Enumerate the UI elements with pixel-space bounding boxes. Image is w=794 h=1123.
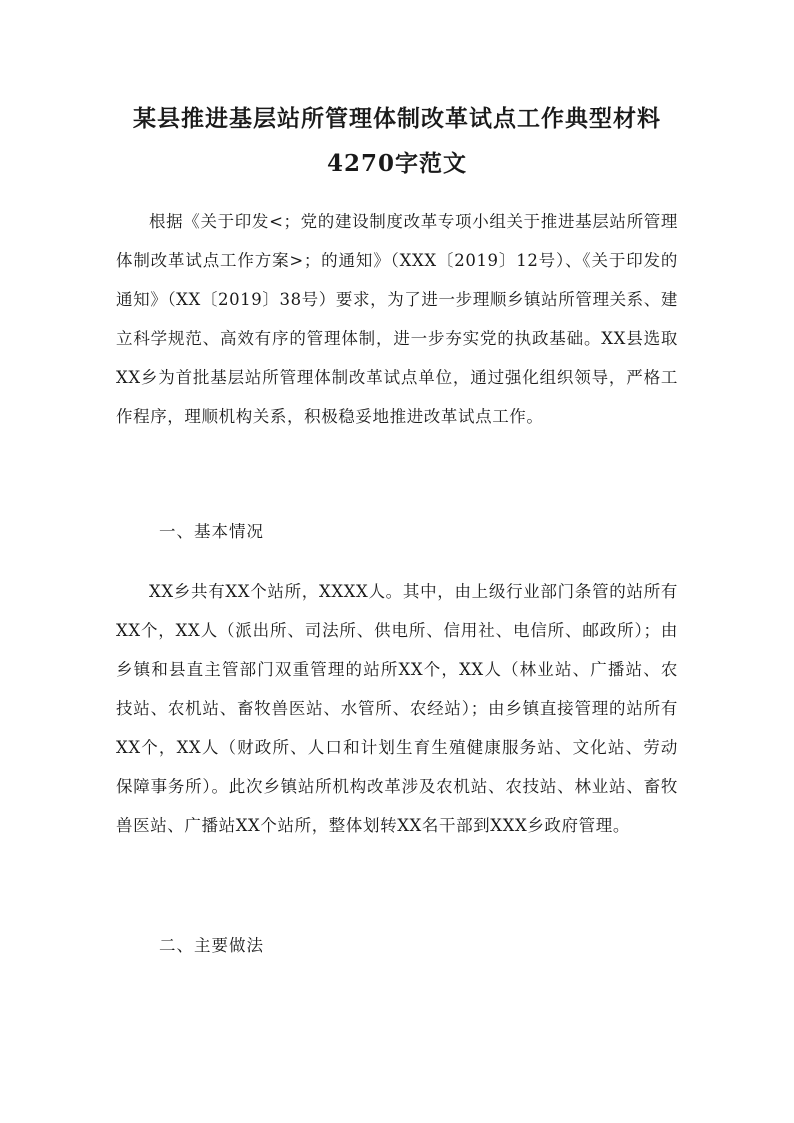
document-title-line-2: 4270字范文 <box>326 150 467 177</box>
document-title-line-1: 某县推进基层站所管理体制改革试点工作典型材料 <box>133 105 661 132</box>
section-heading-basic-situation: 一、基本情况 <box>159 522 264 541</box>
paragraph-intro <box>116 202 678 436</box>
section-heading-main-practices: 二、主要做法 <box>159 936 264 955</box>
paragraph-text: XX乡共有XX个站所，XXXX人。其中，由上级行业部门条管的站所有XX个，XX人（派出所、司法所、供电所、信用社、电信所、邮政所）；由乡镇和县直主管部门双重管理的站所XX个，XX人（林业站、广播站、农技站、农机站、畜牧兽医站、水管所、农经站）；由乡镇直接管理的站所有XX个，XX人（财政所、人口和计划生育生殖健康服务站、文化站、劳动保障事务所）。此次乡镇站所机构改革涉及农机站、农技站、林业站、畜牧兽医站、广播站XX个站所，整体划转XX名干部到XXX乡政府管理。 <box>116 582 678 835</box>
paragraph-text: 根据《关于印发<；党的建设制度改革专项小组关于推进基层站所管理体制改革试点工作方案>；的通知》（XXX〔2019〕12号）、《关于印发的通知》（XX〔2019〕38号）要求，为了进一步理顺乡镇站所管理关系、建立科学规范、高效有序的管理体制，进一步夯实党的执政基础。XX县选取XX乡为首批基层站所管理体制改革试点单位，通过强化组织领导，严格工作程序，理顺机构关系，积极稳妥地推进改革试点工作。 <box>116 212 678 426</box>
paragraph-basic-situation <box>116 572 678 845</box>
